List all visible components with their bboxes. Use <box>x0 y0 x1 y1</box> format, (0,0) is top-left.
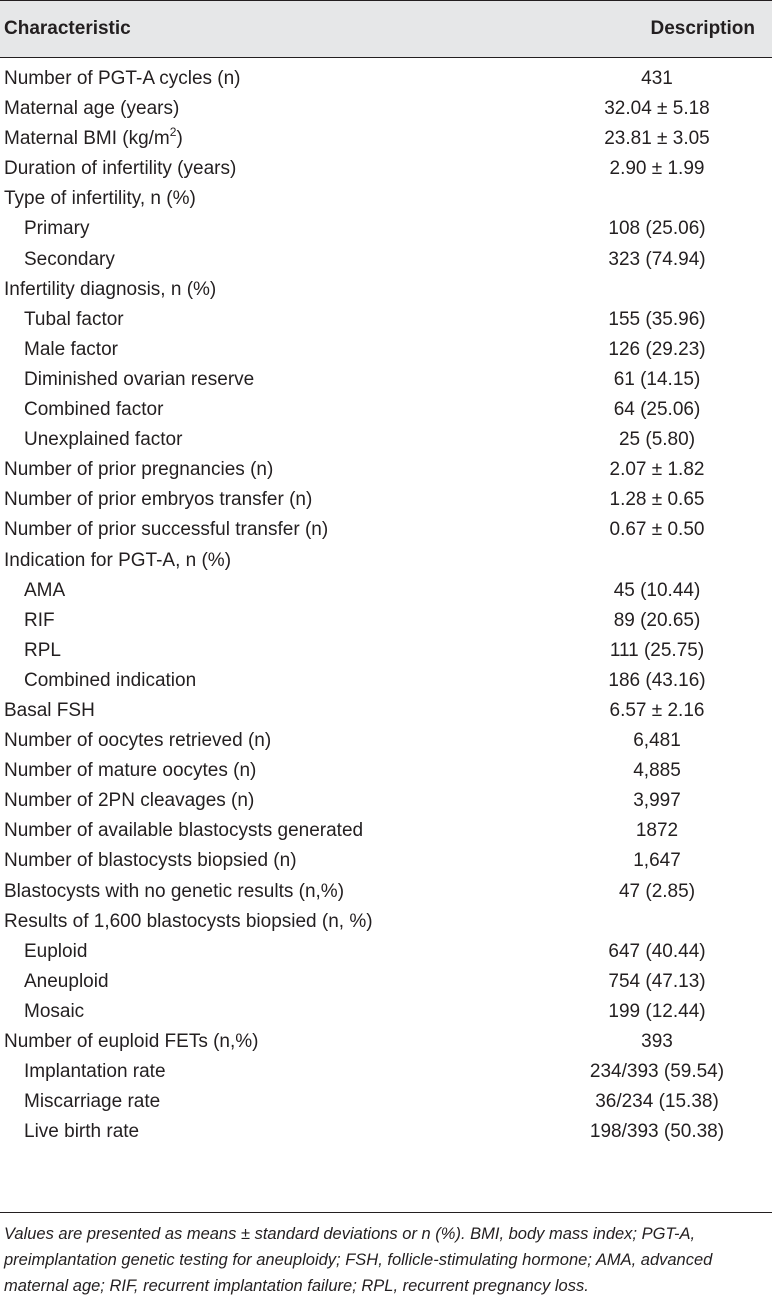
table-row <box>0 335 772 365</box>
row-label-text: Number of prior pregnancies (n) <box>4 459 274 481</box>
row-label-text: Maternal BMI (kg/m <box>4 128 170 150</box>
table-row <box>0 1057 772 1087</box>
row-value: 3,997 <box>633 790 681 812</box>
row-label-text: Infertility diagnosis, n (%) <box>4 278 217 300</box>
row-label <box>4 1027 259 1057</box>
table-row <box>0 907 772 937</box>
row-value: 393 <box>641 1031 673 1052</box>
row-value: 647 (40.44) <box>608 940 706 962</box>
row-value: 25 (5.80) <box>618 429 696 451</box>
row-value: 323 (74.94) <box>608 248 706 270</box>
row-value: 45 (10.44) <box>613 579 701 601</box>
row-value: 754 (47.13) <box>608 970 706 992</box>
row-value: 61 (14.15) <box>613 368 701 390</box>
row-value: 198/393 (50.38) <box>589 1121 725 1143</box>
row-label <box>4 877 344 907</box>
row-label-text: Maternal age (years) <box>4 98 180 120</box>
table-row <box>0 846 772 876</box>
row-value: 0.67 ± 0.50 <box>609 519 705 541</box>
row-value: 1,647 <box>633 850 681 872</box>
row-value: 186 (43.16) <box>608 669 706 691</box>
table-row <box>0 94 772 124</box>
row-label-text: Number of oocytes retrieved (n) <box>4 730 272 752</box>
row-label-text: Live birth rate <box>24 1121 140 1143</box>
table-row <box>0 455 772 485</box>
table-row <box>0 606 772 636</box>
row-label-text: Euploid <box>24 940 88 962</box>
row-label-text: Indication for PGT-A, n (%) <box>4 549 232 571</box>
row-label <box>4 696 95 726</box>
row-label-text: Implantation rate <box>24 1061 166 1083</box>
table-row <box>0 515 772 545</box>
row-label-text: Type of infertility, n (%) <box>4 188 196 210</box>
row-label <box>24 606 55 636</box>
row-label <box>24 214 89 244</box>
row-label <box>24 1117 139 1147</box>
row-value: 111 (25.75) <box>609 639 705 661</box>
table-row <box>0 696 772 726</box>
row-label <box>24 576 65 606</box>
row-value: 47 (2.85) <box>618 880 696 902</box>
row-label-text: Primary <box>24 218 90 240</box>
table-row <box>0 636 772 666</box>
row-value: 4,885 <box>633 760 681 782</box>
header-characteristic: Characteristic <box>4 18 131 39</box>
row-label <box>4 485 312 515</box>
table-row <box>0 365 772 395</box>
header-description: Description <box>650 18 755 39</box>
row-label-suffix: ) <box>176 128 183 150</box>
row-label-text: AMA <box>24 579 66 601</box>
row-label <box>24 937 87 967</box>
bottom-rule <box>0 1212 772 1213</box>
row-label-text: Male factor <box>24 338 118 360</box>
row-label <box>4 515 328 545</box>
row-value: 1.28 ± 0.65 <box>609 489 705 511</box>
table-row <box>0 1027 772 1057</box>
row-label-text: Number of euploid FETs (n,%) <box>4 1031 259 1052</box>
row-label <box>4 154 236 184</box>
row-label-text: RPL <box>24 639 61 661</box>
row-value: 6,481 <box>633 730 681 752</box>
row-label-text: Combined factor <box>24 399 164 421</box>
row-label <box>4 546 231 576</box>
row-value: 126 (29.23) <box>608 338 706 360</box>
table-row <box>0 305 772 335</box>
table-row <box>0 154 772 184</box>
table-row <box>0 184 772 214</box>
row-label-text: Mosaic <box>24 1000 85 1022</box>
row-label-text: Number of PGT-A cycles (n) <box>4 68 241 89</box>
table-row <box>0 124 772 154</box>
row-label <box>4 184 196 214</box>
table-row <box>0 425 772 455</box>
row-label <box>4 64 241 94</box>
row-value: 32.04 ± 5.18 <box>604 98 710 120</box>
row-value: 6.57 ± 2.16 <box>609 699 705 721</box>
row-value: 1872 <box>635 820 679 842</box>
table-row <box>0 275 772 305</box>
table-footnote: Values are presented as means ± standard deviations or n (%). BMI, body mass index; PGT-A, preimplantation genetic testing for aneuploidy; FSH, follicle-stimulating hormone; AMA, advanced maternal age; RIF, recurrent implantation failure; RPL, recurrent pregnancy loss. <box>4 1225 713 1295</box>
row-label <box>24 335 118 365</box>
row-label-text: Secondary <box>24 248 115 270</box>
table-row <box>0 786 772 816</box>
row-value: 108 (25.06) <box>608 218 706 240</box>
row-label <box>24 1087 160 1117</box>
row-label-text: Basal FSH <box>4 699 95 721</box>
row-value: 155 (35.96) <box>608 308 706 330</box>
row-label <box>24 666 196 696</box>
row-label-text: Unexplained factor <box>24 429 183 451</box>
row-label-text: Miscarriage rate <box>24 1091 161 1113</box>
row-label <box>24 997 84 1027</box>
header-rule <box>0 57 772 58</box>
row-value: 23.81 ± 3.05 <box>604 128 710 150</box>
row-value: 89 (20.65) <box>613 609 701 631</box>
row-label <box>4 786 254 816</box>
table-row <box>0 64 772 94</box>
table-row <box>0 395 772 425</box>
table-row <box>0 816 772 846</box>
row-label <box>24 305 124 335</box>
row-label <box>4 124 183 154</box>
row-label-text: Aneuploid <box>24 970 109 992</box>
row-label-text: RIF <box>24 609 55 631</box>
row-value: 2.90 ± 1.99 <box>609 158 705 180</box>
table-header-row <box>0 0 772 57</box>
row-value: 2.07 ± 1.82 <box>609 459 705 481</box>
table-row <box>0 937 772 967</box>
row-value: 36/234 (15.38) <box>595 1091 719 1113</box>
row-label <box>4 455 273 485</box>
table-row <box>0 666 772 696</box>
row-label-text: Tubal factor <box>24 308 124 330</box>
row-label <box>24 636 61 666</box>
table-body <box>0 64 772 1147</box>
table-row <box>0 214 772 244</box>
row-label <box>4 275 216 305</box>
row-label-text: Number of prior embryos transfer (n) <box>4 489 313 511</box>
row-label-text: Number of blastocysts biopsied (n) <box>4 850 297 872</box>
table-row <box>0 485 772 515</box>
row-label-text: Duration of infertility (years) <box>4 158 237 180</box>
row-label-text: Blastocysts with no genetic results (n,%) <box>4 880 345 902</box>
row-label <box>4 816 363 846</box>
table-row <box>0 726 772 756</box>
table-row <box>0 1087 772 1117</box>
row-label-superscript: 2 <box>169 124 177 139</box>
row-label-text: Diminished ovarian reserve <box>24 368 255 390</box>
row-label <box>24 967 109 997</box>
row-value: 199 (12.44) <box>608 1000 706 1022</box>
table-row <box>0 997 772 1027</box>
table-row <box>0 245 772 275</box>
row-label-text: Number of 2PN cleavages (n) <box>4 790 255 812</box>
row-label-text: Number of prior successful transfer (n) <box>4 519 329 541</box>
row-label <box>4 907 373 937</box>
table-row <box>0 877 772 907</box>
row-label-text: Number of mature oocytes (n) <box>4 760 257 782</box>
row-label <box>4 846 297 876</box>
row-label <box>24 365 254 395</box>
row-value: 234/393 (59.54) <box>589 1061 725 1083</box>
table-row <box>0 967 772 997</box>
table-row <box>0 576 772 606</box>
row-label <box>4 94 179 124</box>
table-row <box>0 546 772 576</box>
row-label-text: Combined indication <box>24 669 197 691</box>
row-label <box>24 395 163 425</box>
row-label <box>24 425 182 455</box>
table-row <box>0 756 772 786</box>
row-label <box>4 756 256 786</box>
row-label <box>24 245 115 275</box>
row-label <box>24 1057 166 1087</box>
row-label-text: Results of 1,600 blastocysts biopsied (n, %) <box>4 910 373 932</box>
row-label-text: Number of available blastocysts generated <box>4 820 364 842</box>
table-row <box>0 1117 772 1147</box>
row-value: 431 <box>641 68 673 89</box>
row-value: 64 (25.06) <box>613 399 701 421</box>
row-label <box>4 726 271 756</box>
